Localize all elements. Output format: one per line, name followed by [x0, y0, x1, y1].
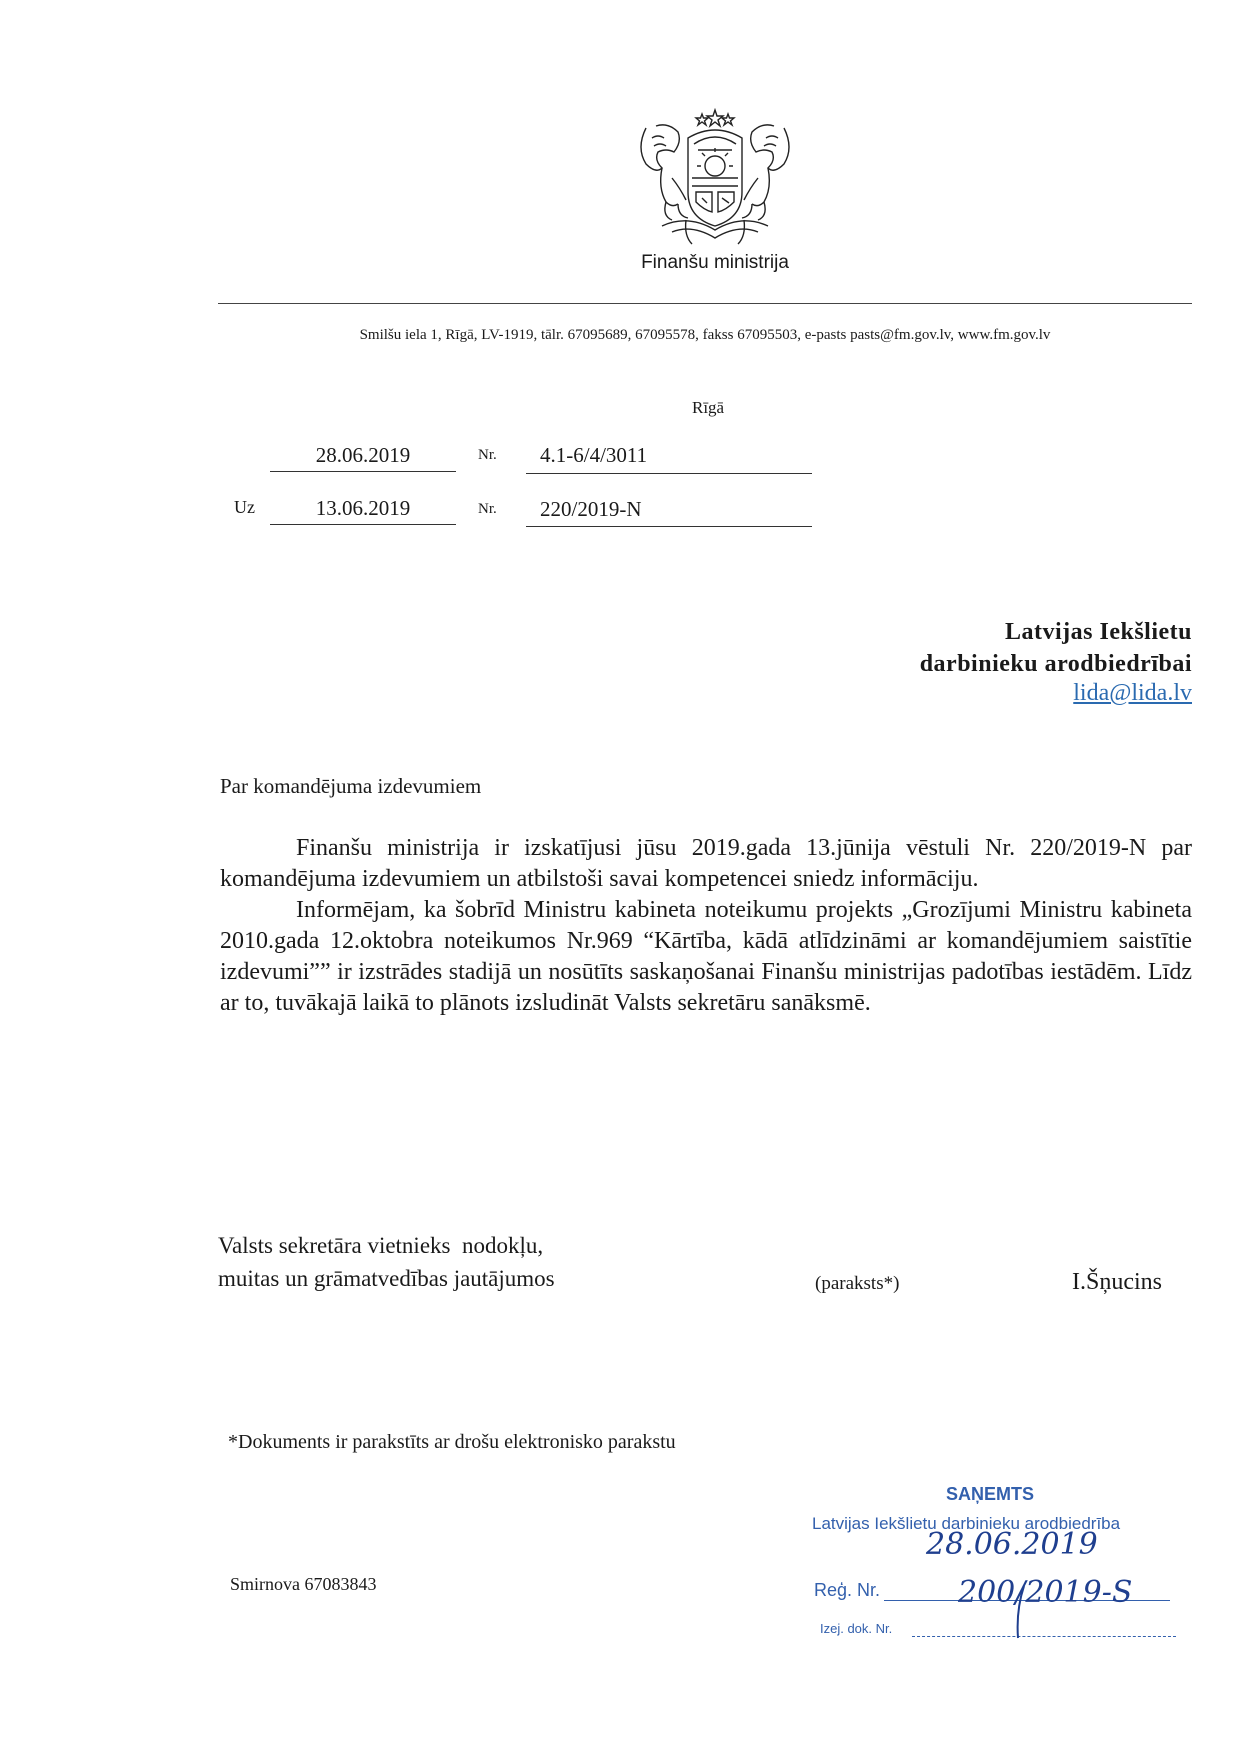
document-number: 4.1-6/4/3011: [540, 443, 648, 467]
signer-title: [218, 1229, 555, 1295]
recipient-block: [920, 616, 1192, 680]
reply-number-underline: [526, 526, 812, 527]
signer-title-line-1: Valsts sekretāra vietnieks nodokļu,: [218, 1233, 544, 1258]
letter-body: [220, 833, 1192, 1019]
reply-number-label: Nr.: [478, 501, 497, 517]
received-stamp: [812, 1480, 1192, 1640]
date-underline: [270, 471, 456, 472]
recipient-line-1: Latvijas Iekšlietu: [1004, 619, 1192, 645]
city-label: Rīgā: [692, 398, 725, 417]
electronic-signature-footnote: *Dokuments ir parakstīts ar drošu elektronisko parakstu: [228, 1431, 676, 1453]
body-paragraph-1: Finanšu ministrija ir izskatījusi jūsu 2019.gada 13.jūnija vēstuli Nr. 220/2019-N par komandējuma izdevumiem un atbilstoši savai kompetencei sniedz informāciju.: [220, 835, 1192, 892]
reply-to-number: 220/2019-N: [540, 497, 642, 521]
reply-date-underline: [270, 524, 456, 525]
signature-placeholder: (paraksts*): [815, 1273, 900, 1294]
stamp-title: SAŅEMTS: [946, 1484, 1035, 1504]
stamp-outgoing-label: Izej. dok. Nr.: [820, 1621, 893, 1636]
reply-to-date: 13.06.2019: [315, 496, 411, 520]
stamp-organization: Latvijas Iekšlietu darbinieku arodbiedrība: [812, 1514, 1121, 1533]
body-paragraph-2: Informējam, ka šobrīd Ministru kabineta noteikumu projekts „Grozījumi Ministru kabineta 2010.gada 12.oktobra noteikumos Nr.969 “Kārtība, kādā atlīdzināmi ar komandējumiem saistītie izdevumi”” ir izstrādes stadijā un nosūtīts saskaņošanai Finanšu ministrijas padotības iestādēm. Līdz ar to, tuvākajā laikā to plānots izsludināt Valsts sekretāru sanāksmē.: [220, 897, 1192, 1016]
recipient-line-2: darbinieku arodbiedrībai: [919, 651, 1192, 677]
number-underline: [526, 473, 812, 474]
ministry-contact-line: Smilšu iela 1, Rīgā, LV-1919, tālr. 67095689, 67095578, fakss 67095503, e-pasts pasts@fm.gov.lv, www.fm.gov.lv: [359, 327, 1051, 343]
contact-person: Smirnova 67083843: [230, 1574, 377, 1594]
letter-subject: Par komandējuma izdevumiem: [220, 774, 482, 798]
reply-to-label: Uz: [234, 497, 255, 517]
signer-title-line-2: muitas un grāmatvedības jautājumos: [218, 1266, 555, 1291]
coat-of-arms-icon: [632, 108, 798, 248]
handwritten-entries: [912, 1510, 1192, 1640]
document-date: 28.06.2019: [315, 443, 411, 467]
document-number-label: Nr.: [478, 447, 497, 463]
stamp-reg-label: Reģ. Nr.: [814, 1580, 881, 1600]
ministry-name: Finanšu ministrija: [641, 252, 789, 273]
header-divider: [218, 303, 1192, 304]
signer-name: I.Šņucins: [1072, 1269, 1162, 1295]
handwritten-reg-number: 200/2019-S: [958, 1575, 1133, 1610]
handwritten-received-date: 28.06.2019: [926, 1527, 1098, 1562]
recipient-email-link[interactable]: lida@lida.lv: [1073, 680, 1192, 706]
